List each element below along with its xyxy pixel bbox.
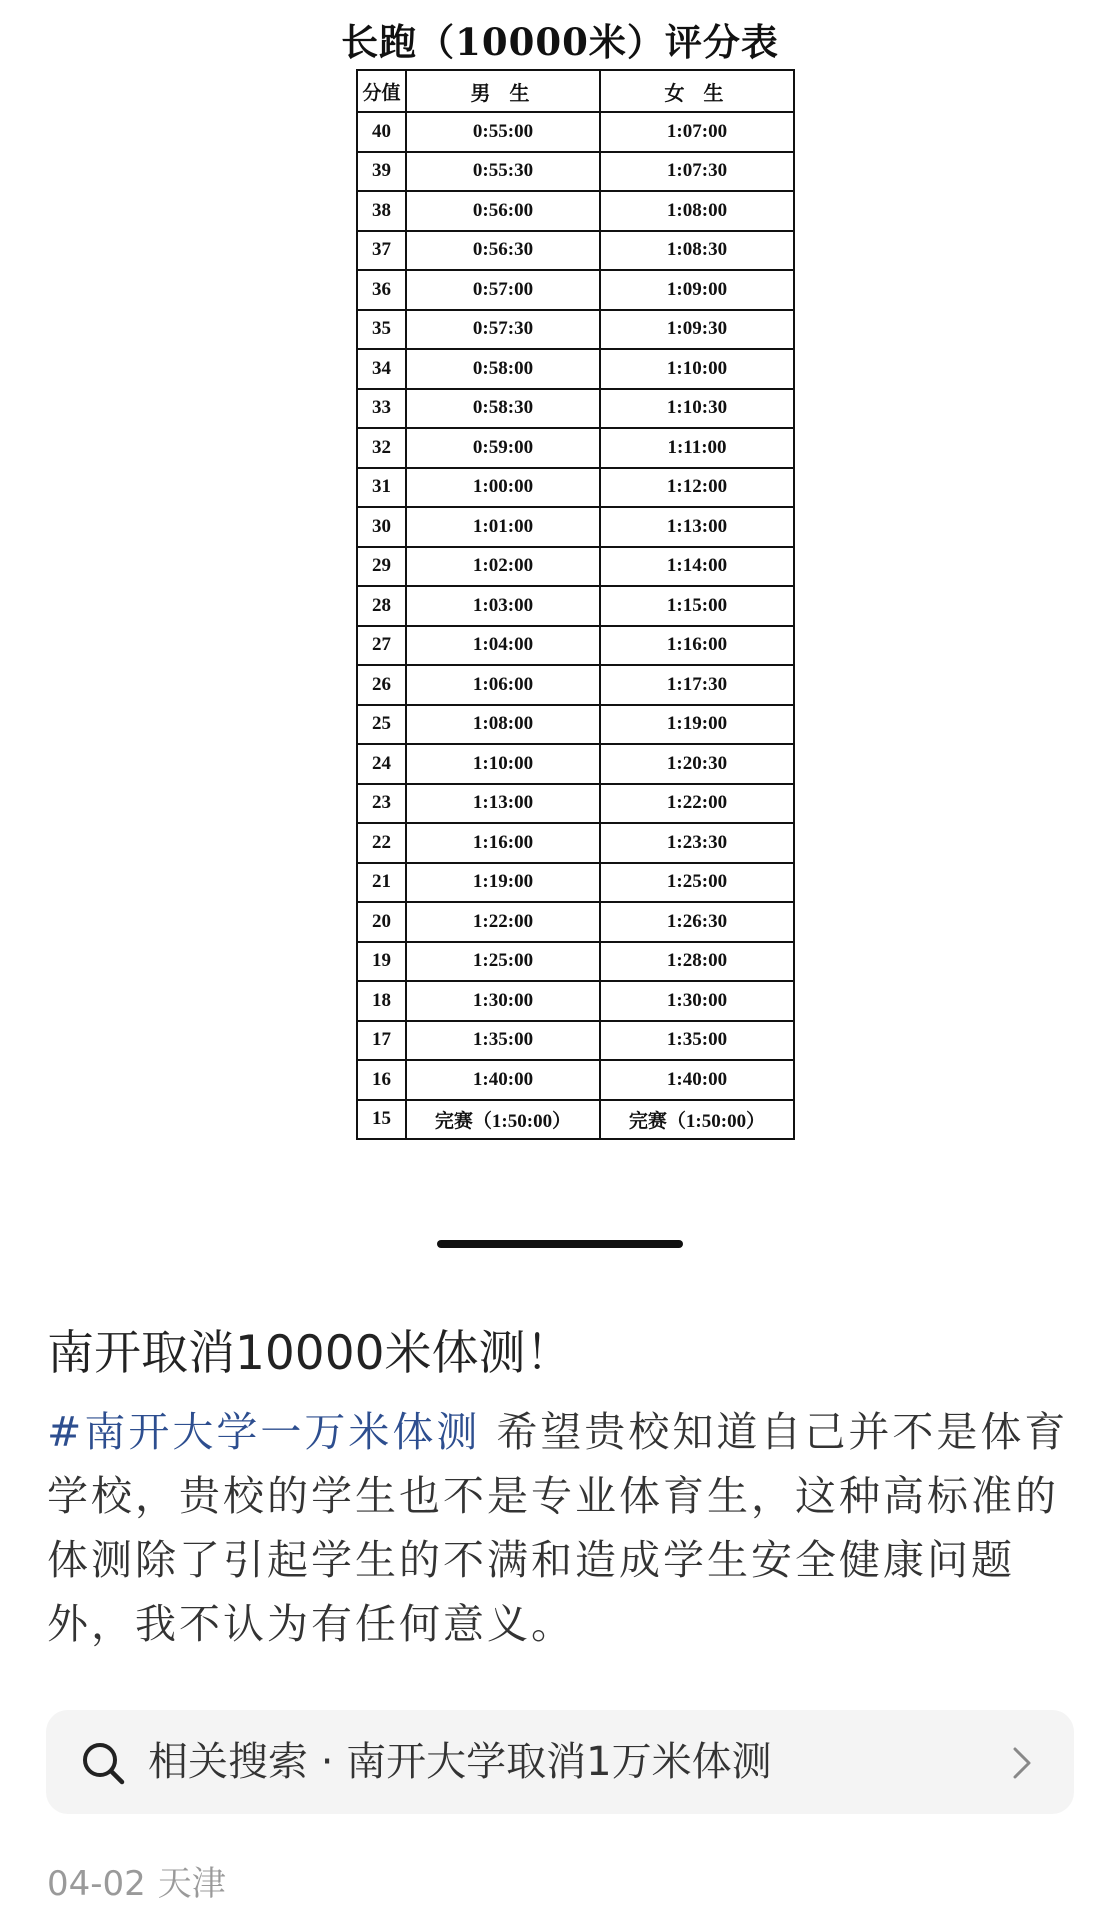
female-time-cell: 1:30:00 [600,981,794,1021]
post-body-text: 希望贵校知道自己并不是体育学校，贵校的学生也不是专业体育生，这种高标准的体测除了引起学生的不满和造成学生安全健康问题外，我不认为有任何意义。 [47,1408,1069,1648]
hashtag-link[interactable]: #南开大学一万米体测 [47,1408,481,1456]
female-time-cell: 1:25:00 [600,863,794,903]
male-time-cell: 0:55:30 [406,152,600,192]
female-time-cell: 1:23:30 [600,823,794,863]
table-row [357,428,794,468]
female-time-cell: 1:08:00 [600,191,794,231]
post-location: 天津 [157,1864,226,1904]
male-time-cell: 1:00:00 [406,468,600,508]
male-time-cell: 1:30:00 [406,981,600,1021]
score-cell: 35 [357,310,406,350]
score-cell: 21 [357,863,406,903]
male-time-cell: 1:01:00 [406,507,600,547]
score-cell: 27 [357,626,406,666]
table-row [357,112,794,152]
score-cell: 22 [357,823,406,863]
male-time-cell: 0:58:00 [406,349,600,389]
score-cell: 32 [357,428,406,468]
male-time-cell: 1:06:00 [406,665,600,705]
female-time-cell: 1:20:30 [600,744,794,784]
female-time-cell: 1:15:00 [600,586,794,626]
score-cell: 18 [357,981,406,1021]
score-cell: 25 [357,705,406,745]
female-time-cell: 完赛（1:50:00） [600,1100,794,1140]
score-cell: 39 [357,152,406,192]
male-time-cell: 0:58:30 [406,389,600,429]
female-time-cell: 1:40:00 [600,1060,794,1100]
female-time-cell: 1:11:00 [600,428,794,468]
male-time-cell: 1:02:00 [406,547,600,587]
male-time-cell: 完赛（1:50:00） [406,1100,600,1140]
score-cell: 15 [357,1100,406,1140]
header-female: 女 生 [600,70,794,112]
male-time-cell: 1:10:00 [406,744,600,784]
related-search-label: 相关搜索 · 南开大学取消1万米体测 [148,1739,772,1785]
table-row [357,270,794,310]
table-row [357,349,794,389]
table-row [357,744,794,784]
header-score: 分值 [357,70,406,112]
female-time-cell: 1:07:30 [600,152,794,192]
female-time-cell: 1:09:30 [600,310,794,350]
score-cell: 37 [357,231,406,271]
table-row [357,1060,794,1100]
table-row [357,1100,794,1140]
table-row [357,784,794,824]
score-cell: 36 [357,270,406,310]
female-time-cell: 1:26:30 [600,902,794,942]
male-time-cell: 1:16:00 [406,823,600,863]
score-cell: 24 [357,744,406,784]
table-row [357,310,794,350]
table-row [357,823,794,863]
male-time-cell: 1:22:00 [406,902,600,942]
score-cell: 40 [357,112,406,152]
table-body [357,112,794,1139]
table-row [357,902,794,942]
male-time-cell: 0:57:00 [406,270,600,310]
male-time-cell: 1:40:00 [406,1060,600,1100]
female-time-cell: 1:08:30 [600,231,794,271]
table-row [357,389,794,429]
table-row [357,191,794,231]
female-time-cell: 1:19:00 [600,705,794,745]
score-cell: 23 [357,784,406,824]
female-time-cell: 1:17:30 [600,665,794,705]
male-time-cell: 0:55:00 [406,112,600,152]
post-title: 南开取消10000米体测！ [47,1326,573,1381]
table-row [357,942,794,982]
table-row [357,705,794,745]
score-cell: 17 [357,1021,406,1061]
male-time-cell: 1:35:00 [406,1021,600,1061]
post-date: 04-02 [47,1864,146,1904]
score-cell: 19 [357,942,406,982]
table-title: 长跑（10000米）评分表 [341,20,779,64]
female-time-cell: 1:22:00 [600,784,794,824]
female-time-cell: 1:10:00 [600,349,794,389]
female-time-cell: 1:16:00 [600,626,794,666]
post-body [47,1400,1077,1656]
female-time-cell: 1:28:00 [600,942,794,982]
table-row [357,507,794,547]
male-time-cell: 1:19:00 [406,863,600,903]
table-row [357,468,794,508]
score-cell: 31 [357,468,406,508]
related-search-bar[interactable] [46,1710,1074,1814]
table-row [357,1021,794,1061]
header-male: 男 生 [406,70,600,112]
female-time-cell: 1:09:00 [600,270,794,310]
table-row [357,152,794,192]
female-time-cell: 1:35:00 [600,1021,794,1061]
table-row [357,231,794,271]
search-icon [80,1740,126,1786]
score-table [356,69,795,1140]
female-time-cell: 1:07:00 [600,112,794,152]
table-row [357,626,794,666]
post-meta [47,1856,226,1905]
score-cell: 30 [357,507,406,547]
table-row [357,981,794,1021]
table-row [357,665,794,705]
female-time-cell: 1:14:00 [600,547,794,587]
score-cell: 29 [357,547,406,587]
female-time-cell: 1:12:00 [600,468,794,508]
score-cell: 26 [357,665,406,705]
chevron-right-icon [1012,1746,1032,1780]
female-time-cell: 1:13:00 [600,507,794,547]
score-cell: 38 [357,191,406,231]
male-time-cell: 0:57:30 [406,310,600,350]
table-row [357,547,794,587]
male-time-cell: 1:04:00 [406,626,600,666]
female-time-cell: 1:10:30 [600,389,794,429]
table-row [357,863,794,903]
image-pager-indicator[interactable] [437,1240,683,1248]
male-time-cell: 0:56:00 [406,191,600,231]
male-time-cell: 0:59:00 [406,428,600,468]
male-time-cell: 1:25:00 [406,942,600,982]
male-time-cell: 0:56:30 [406,231,600,271]
score-cell: 20 [357,902,406,942]
male-time-cell: 1:13:00 [406,784,600,824]
male-time-cell: 1:03:00 [406,586,600,626]
score-cell: 34 [357,349,406,389]
score-cell: 33 [357,389,406,429]
score-cell: 16 [357,1060,406,1100]
table-header-row [357,70,794,112]
male-time-cell: 1:08:00 [406,705,600,745]
table-row [357,586,794,626]
score-cell: 28 [357,586,406,626]
